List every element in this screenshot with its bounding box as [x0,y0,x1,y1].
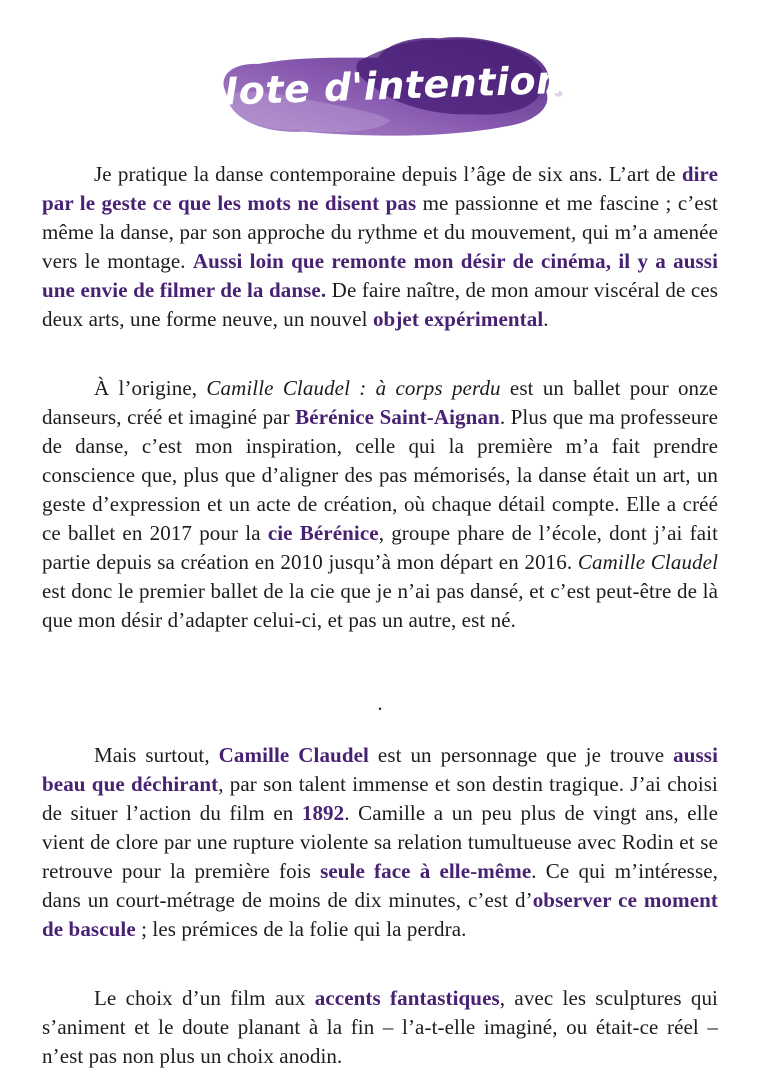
paragraph-origin: À l’origine, Camille Claudel : à corps perdu est un ballet pour onze danseurs, créé et imaginé par Bérénice Saint-Aignan. Plus que ma professeure de danse, c’est mon inspiration, celle qui la première m’a fait prendre conscience que, plus que d’aligner des pas mémorisés, la danse était un art, un geste d’expression et un acte de création, où chaque détail compte. Elle a créé ce ballet en 2017 pour la cie Bérénice, groupe phare de l’école, dont j’ai fait partie depuis sa création en 2010 jusqu’à mon départ en 2016. Camille Claudel est donc le premier ballet de la cie que je n’ai pas dansé, et c’est peut-être de là que mon désir d’adapter celui-ci, et pas un autre, est né. [42,376,719,632]
separator-dot: . [377,691,383,715]
page-title: Note d'intention [205,57,565,115]
paragraph-intro: Je pratique la danse contemporaine depuis l’âge de six ans. L’art de dire par le geste ce que les mots ne disent pas me passionne et me fascine ; c’est même la danse, par son approche du rythme et du mouvement, qui m’a amenée vers le montage. Aussi loin que remonte mon désir de cinéma, il y a aussi une envie de filmer de la danse. De faire naître, de mon amour viscéral de ces deux arts, une forme neuve, un nouvel objet expérimental. [42,162,719,331]
paragraph-fantastic: Le choix d’un film aux accents fantastiques, avec les sculptures qui s’animent et le doute planant à la fin – l’a-t-elle imaginé, ou était-ce réel – n’est pas non plus un choix anodin. [42,986,718,1068]
title-banner [205,30,565,145]
paragraph-character: Mais surtout, Camille Claudel est un personnage que je trouve aussi beau que déchirant, par son talent immense et son destin tragique. J’ai choisi de situer l’action du film en 1892. Camille a un peu plus de vingt ans, elle vient de clore par une rupture violente sa relation tumultueuse avec Rodin et se retrouve pour la première fois seule face à elle-même. Ce qui m’intéresse, dans un court-métrage de moins de dix minutes, c’est d’observer ce moment de bascule ; les prémices de la folie qui la perdra. [42,743,718,941]
